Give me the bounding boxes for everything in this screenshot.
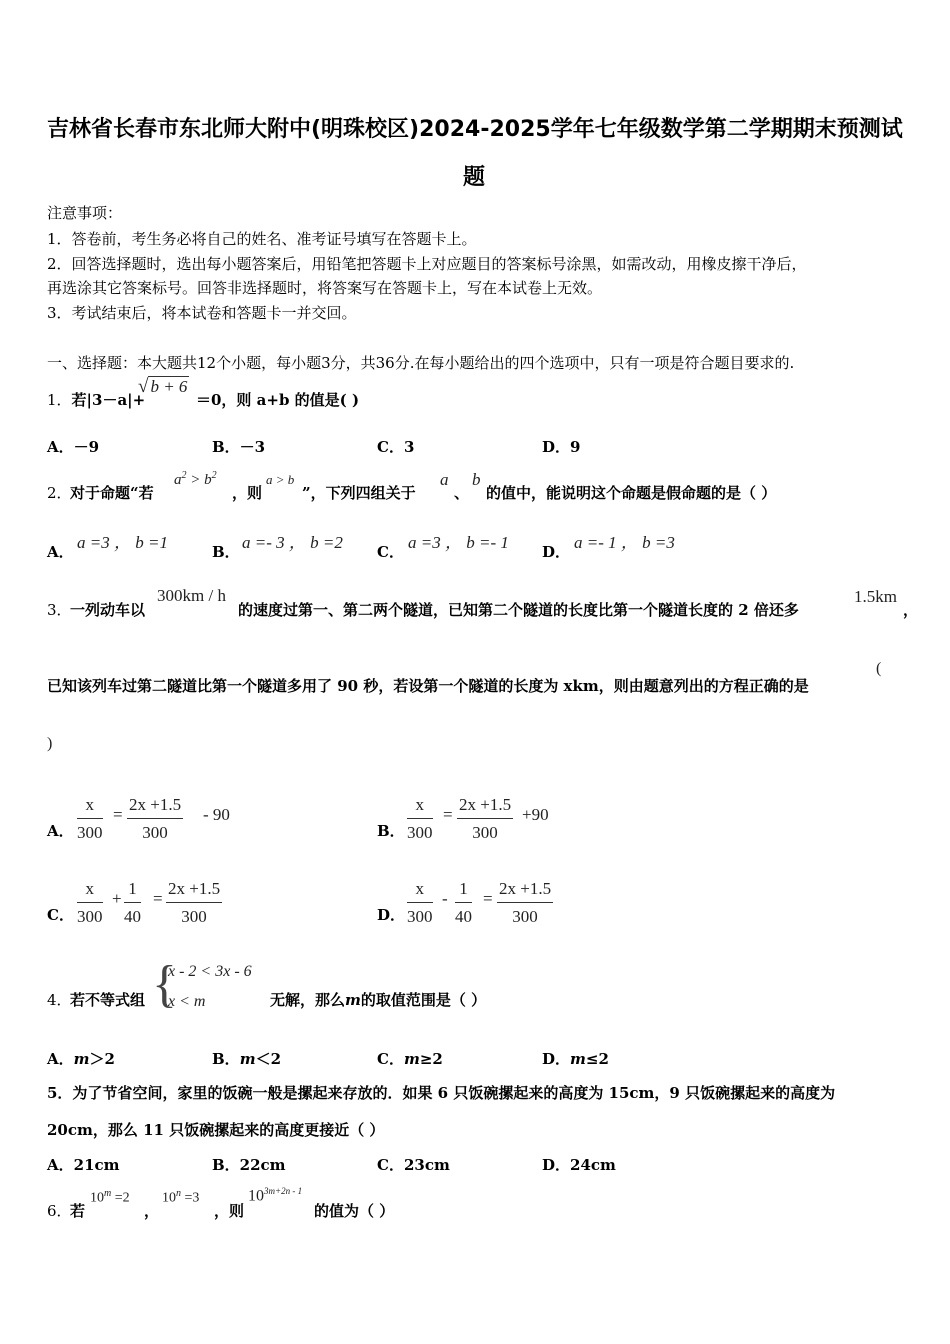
question-3-comma: ，: [903, 601, 919, 619]
notice-item-2-cont: 再选涂其它答案标号。回答非选择题时，将答案写在答题卡上，写在本试卷上无效。: [47, 279, 603, 297]
option-a: A．21cm: [47, 1156, 120, 1174]
paren-close: ): [47, 735, 53, 752]
notice-item-3: 3．考试结束后，将本试卷和答题卡一并交回。: [47, 304, 357, 322]
math-conclusion: a > b: [266, 472, 295, 487]
option-d-math: a =- 1 ， b =3: [574, 533, 675, 552]
option-d: D．24cm: [542, 1156, 616, 1174]
fraction: $\frac{2x +1.5}{300}$: [168, 879, 221, 926]
question-1-tail: ＝0，则 a+b 的值是( ): [196, 391, 360, 409]
option-d: D．9: [542, 438, 581, 456]
fraction: $\frac{2x +1.5}{300}$: [459, 795, 512, 842]
question-number-3: 3．: [47, 601, 72, 619]
option-b: B．m＜2: [212, 1050, 281, 1068]
question-4-text-1: 若不等式组: [70, 991, 146, 1009]
equals-sign: =: [113, 805, 123, 824]
question-2-text-4: 的值中，能说明这个命题是假命题的是（ ）: [486, 484, 777, 502]
equals-sign: =: [443, 805, 453, 824]
sqrt-radicand: b + 6: [150, 377, 188, 396]
fraction: $\frac{x}{300}$: [407, 795, 433, 842]
question-text: 若|3－a|+: [71, 391, 146, 409]
math-var-b: b: [472, 470, 481, 489]
option-b-tail: +90: [522, 805, 549, 824]
option-d-label: D．: [542, 543, 571, 561]
fraction: $\frac{1}{40}$: [455, 879, 472, 926]
inequality-2: x < m: [168, 993, 206, 1010]
question-3-text-2: 的速度过第一、第二两个隧道，已知第二个隧道的长度比第一个隧道长度的 2 倍还多: [238, 601, 799, 619]
math-10m: $10^m =2$: [90, 1188, 130, 1206]
section-heading: 一、选择题：本大题共12个小题，每小题3分，共36分.在每小题给出的四个选项中，只有一项是符合题目要求的.: [47, 354, 795, 372]
option-c-label: C．: [377, 543, 404, 561]
question-number-6: 6．: [47, 1202, 72, 1220]
equals-sign: =: [483, 889, 493, 908]
question-number: 1．: [47, 391, 72, 409]
equals-sign: =: [153, 889, 163, 908]
fraction: $\frac{1}{40}$: [124, 879, 141, 926]
option-a-tail: - 90: [203, 805, 230, 824]
option-a: A．－9: [47, 438, 100, 456]
option-c-math: a =3 ， b =- 1: [408, 533, 509, 552]
math-extra-length: 1.5km: [854, 587, 897, 606]
question-4-text-2: 无解，那么m的取值范围是（ ）: [270, 991, 487, 1009]
fraction: $\frac{2x +1.5}{300}$: [499, 879, 552, 926]
notice-heading: 注意事项：: [47, 204, 123, 222]
page-title-cont: 题: [463, 165, 486, 190]
option-c-label: C．: [47, 906, 74, 924]
paren-open: (: [876, 660, 882, 677]
fraction: $\frac{2x +1.5}{300}$: [129, 795, 182, 842]
notice-item-2: 2．回答选择题时，选出每小题答案后，用铅笔把答题卡上对应题目的答案标号涂黑，如需改动，用橡皮擦干净后，: [47, 255, 807, 273]
minus-sign: -: [442, 889, 448, 908]
question-6-text-1: 若: [70, 1202, 86, 1220]
plus-sign: +: [112, 889, 122, 908]
option-b-math: a =- 3 ， b =2: [242, 533, 343, 552]
option-c: C．23cm: [377, 1156, 450, 1174]
option-c: C．3: [377, 438, 415, 456]
math-speed: 300km / h: [157, 586, 226, 605]
question-1: [47, 389, 145, 410]
question-5-cont: 20cm，那么 11 只饭碗摞起来的高度更接近（ ）: [47, 1121, 385, 1139]
question-number-4: 4．: [47, 991, 72, 1009]
notice-item-1: 1．答卷前，考生务必将自己的姓名、准考证号填写在答题卡上。: [47, 230, 477, 248]
option-a-math: a =3 ， b =1: [77, 533, 168, 552]
sqrt-expression: √ b + 6: [138, 376, 188, 397]
question-2-sep: 、: [454, 484, 470, 502]
question-6-sep: ，: [144, 1202, 160, 1220]
option-a: A．m＞2: [47, 1050, 115, 1068]
option-d-label: D．: [377, 906, 406, 924]
question-2-text-1: 对于命题“若: [70, 484, 154, 502]
question-3-text-3: 已知该列车过第二隧道比第一个隧道多用了 90 秒，若设第一个隧道的长度为 xkm，则由题意列出的方程正确的是: [47, 677, 809, 695]
question-2-text-2: ，则: [232, 484, 263, 502]
left-brace: {: [152, 956, 177, 1013]
option-b: B．－3: [212, 438, 266, 456]
inequality-1: x - 2 < 3x - 6: [168, 963, 252, 980]
option-d: D．m≤2: [542, 1050, 609, 1068]
page-title: 吉林省长春市东北师大附中(明珠校区)2024-2025学年七年级数学第二学期期末预测试: [47, 117, 903, 142]
question-5: 5．为了节省空间，家里的饭碗一般是摞起来存放的．如果 6 只饭碗摞起来的高度为 15cm，9 只饭碗摞起来的高度为: [47, 1084, 836, 1102]
option-b-label: B．: [212, 543, 240, 561]
fraction: $\frac{x}{300}$: [77, 795, 103, 842]
question-2-text-3: ”，下列四组关于: [302, 484, 416, 502]
option-b: B．22cm: [212, 1156, 286, 1174]
math-10n: $10^n =3$: [162, 1188, 200, 1206]
math-target: $10^{3m+2n - 1}$: [248, 1186, 303, 1205]
option-a-label: A．: [47, 822, 74, 840]
fraction: $\frac{x}{300}$: [407, 879, 433, 926]
fraction: $\frac{x}{300}$: [77, 879, 103, 926]
math-premise: $a^2 > b^2$: [174, 470, 217, 488]
question-6-text-2: ，则: [214, 1202, 245, 1220]
option-a-label: A．: [47, 543, 74, 561]
math-var-a: a: [440, 470, 449, 489]
question-number-2: 2．: [47, 484, 72, 502]
option-b-label: B．: [377, 822, 405, 840]
question-6-text-3: 的值为（ ）: [314, 1202, 395, 1220]
question-3-text-1: 一列动车以: [70, 601, 146, 619]
option-c: C．m≥2: [377, 1050, 443, 1068]
